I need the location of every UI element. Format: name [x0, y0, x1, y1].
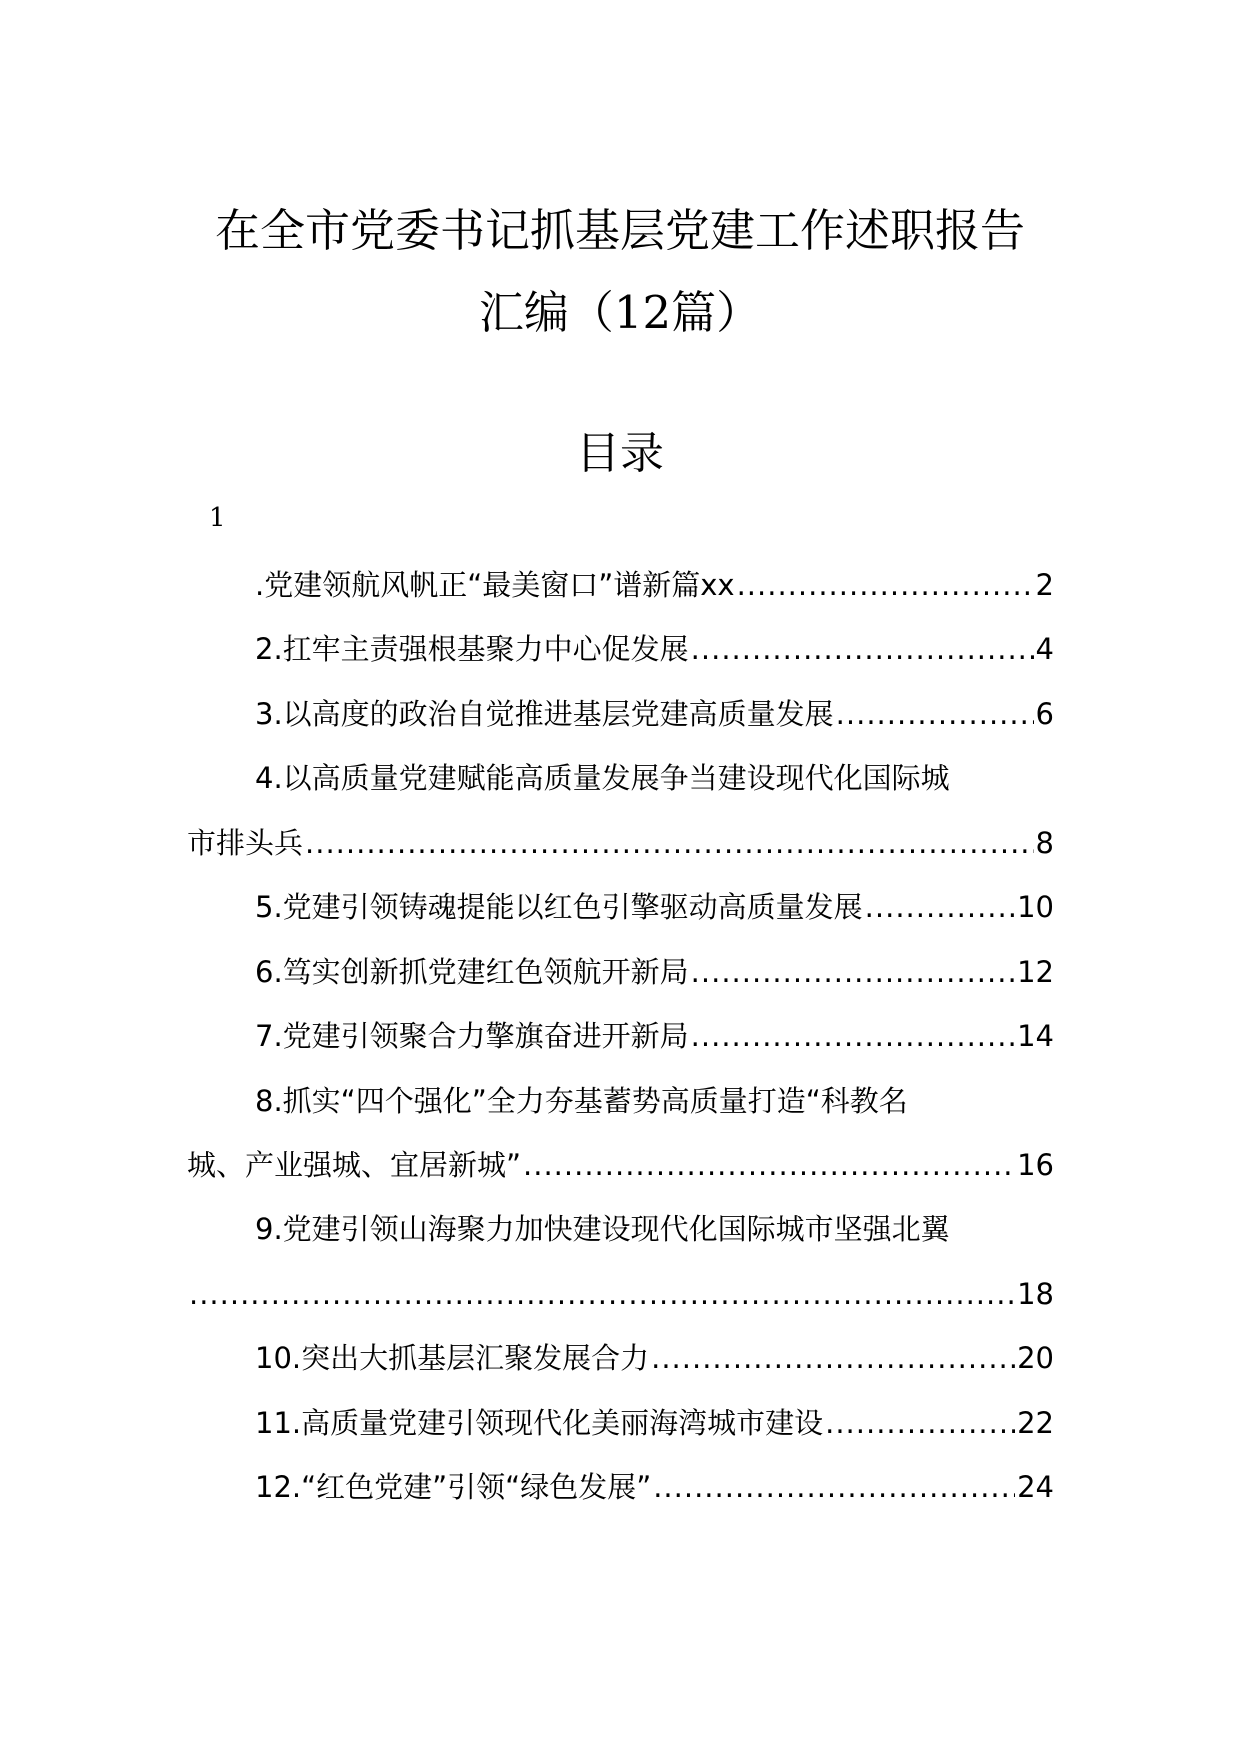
toc-page-number: 6	[1035, 697, 1054, 731]
toc-page-number: 20	[1017, 1341, 1054, 1375]
toc-leader-dots	[691, 955, 1015, 990]
toc-page-number: 8	[1035, 826, 1054, 860]
toc-entry-text: 10.突出大抓基层汇聚发展合力	[255, 1341, 650, 1375]
toc-entry-text: 6.笃实创新抓党建红色领航开新局	[255, 955, 689, 989]
toc-entry[interactable]	[255, 890, 1054, 925]
toc-page-number: 18	[1017, 1277, 1054, 1311]
toc-entry[interactable]	[255, 1019, 1054, 1054]
toc-entry[interactable]	[255, 1341, 1054, 1376]
toc-page-number: 10	[1017, 890, 1054, 924]
toc-heading: 目录	[576, 428, 664, 479]
toc-page-number: 4	[1035, 632, 1054, 666]
toc-entry-line2[interactable]	[187, 1148, 1054, 1183]
toc-page-number: 16	[1017, 1148, 1054, 1182]
toc-entry-text: 7.党建引领聚合力擎旗奋进开新局	[255, 1019, 689, 1053]
toc-entry-line2[interactable]	[187, 1277, 1054, 1312]
toc-leader-dots	[825, 1406, 1015, 1441]
toc-entry[interactable]	[255, 955, 1054, 990]
toc-entry-line2[interactable]	[187, 826, 1054, 861]
document-title-line2	[0, 286, 1240, 339]
stray-number: 1	[209, 503, 226, 533]
toc-leader-dots	[865, 890, 1015, 925]
title-suffix: 篇）	[671, 286, 762, 339]
toc-page-number: 14	[1017, 1019, 1054, 1053]
toc-page-number: 12	[1017, 955, 1054, 989]
toc-entry-line1[interactable]	[255, 761, 1054, 796]
toc-entry-text-cont: 城、产业强城、宜居新城”	[187, 1148, 522, 1182]
toc-entry[interactable]	[255, 697, 1054, 732]
toc-entry-text: 9.党建引领山海聚力加快建设现代化国际城市坚强北翼	[255, 1212, 950, 1246]
toc-entry-line1[interactable]	[255, 1212, 1054, 1247]
toc-entry[interactable]	[255, 568, 1054, 603]
toc-entry-text: .党建领航风帆正“最美窗口”谱新篇xx	[255, 568, 735, 602]
toc-leader-dots	[523, 1148, 1015, 1183]
toc-leader-dots	[651, 1341, 1015, 1376]
toc-entry-text-cont: 市排头兵	[187, 826, 304, 860]
toc-entry-text: 5.党建引领铸魂提能以红色引擎驱动高质量发展	[255, 890, 863, 924]
title-count: 12	[613, 286, 672, 339]
toc-entry-text: 12.“红色党建”引领“绿色发展”	[255, 1470, 652, 1504]
toc-entry-text: 3.以高度的政治自觉推进基层党建高质量发展	[255, 697, 834, 731]
toc-entry-text: 8.抓实“四个强化”全力夯基蓄势高质量打造“科教名	[255, 1084, 908, 1118]
toc-leader-dots	[189, 1277, 1015, 1312]
toc-page-number: 24	[1017, 1470, 1054, 1504]
toc-leader-dots	[653, 1470, 1015, 1505]
document-title-line1: 在全市党委书记抓基层党建工作述职报告	[214, 204, 1025, 257]
toc-page-number: 22	[1017, 1406, 1054, 1440]
toc-entry[interactable]	[255, 1470, 1054, 1505]
toc-leader-dots	[691, 632, 1034, 667]
toc-leader-dots	[691, 1019, 1015, 1054]
toc-entry-text: 2.扛牢主责强根基聚力中心促发展	[255, 632, 689, 666]
toc-entry-text: 11.高质量党建引领现代化美丽海湾城市建设	[255, 1406, 824, 1440]
title-prefix: 汇编（	[478, 286, 614, 339]
toc-entry-text: 4.以高质量党建赋能高质量发展争当建设现代化国际城	[255, 761, 950, 795]
toc-leader-dots	[737, 568, 1034, 603]
toc-page-number: 2	[1035, 568, 1054, 602]
toc-entry[interactable]	[255, 1406, 1054, 1441]
toc-entry[interactable]	[255, 632, 1054, 667]
toc-leader-dots	[305, 826, 1034, 861]
toc-entry-line1[interactable]	[255, 1084, 1054, 1119]
toc-leader-dots	[836, 697, 1034, 732]
